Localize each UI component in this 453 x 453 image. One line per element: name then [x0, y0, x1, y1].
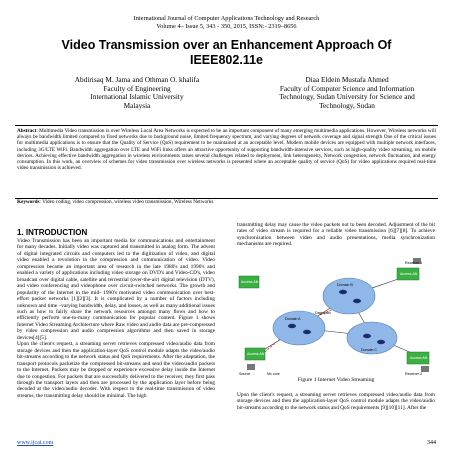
- author-1-affil-1: Faculty of Engineering: [103, 83, 171, 93]
- right-column-bottom: [237, 392, 435, 411]
- network-diagram: [237, 256, 435, 376]
- domain-b-label: Domain B: [337, 283, 353, 287]
- title-line-2: IEEE802.11e: [190, 53, 263, 67]
- section-heading: 1. INTRODUCTION: [17, 228, 88, 237]
- right-paragraph-bottom: Upon the client's request, a streaming server retrieves compressed video/audio data from storage devices and then the application-layer QoS control module adapts the video/audio bit-streams according to the network status and QoS requirements [9][10][11]. After the: [237, 392, 435, 411]
- keywords-label: Keywords: [17, 199, 40, 205]
- abstract-text: : Multimedia Video transmission is over Wireless Local Area Networks is expected to be an important component of many emerging multimedia applications. However, Wireless networks will always be bandwidth limited compared to fixed networks due to background noise, limited frequency spectrum, and varying degrees of network coverage and signal strength One of the critical issues for multimedia applications is to ensure that the Quality of Service (QoS) requirement to be maintained at an acceptable level. Modern mobile devices are equipped with multiple network interfaces, including 3G/LTE WiFi. Bandwidth aggregation over LTE and WiFi links offers an attractive opportunity of supporting bandwidth-intensive services, such as high-quality video streaming, on mobile devices. Achieving effective bandwidth aggregation in wireless environments raises several challenges related to deployment, link heterogeneity, Network congestion, network fluctuation, and energy consumption. In this work, an overview of schemes for video transmission over wireless networks is presented where an acceptable quality of service (QoS) for video applications required real-time video transmission is achieved.: [17, 128, 436, 172]
- access-4-label: Access AN: [241, 280, 259, 284]
- journal-name: International Journal of Computer Applications Technology and Research: [133, 15, 320, 22]
- receiver-2-icon: [421, 366, 429, 372]
- figure-caption: Figure 1 Internet Video Streaming: [297, 377, 375, 383]
- abstract: [17, 128, 436, 171]
- author-1-affil-2: International Islamic University: [90, 92, 184, 102]
- author-2-affil-2: Technology, Sudan University for Science and: [279, 92, 415, 102]
- domain-c-label: Domain C: [361, 348, 377, 352]
- access-1-label: Access AN: [247, 352, 265, 356]
- source-label: Source: [239, 372, 251, 376]
- access-3-label: Access AN: [410, 356, 428, 360]
- left-column: [17, 209, 215, 399]
- journal-volume: Volume 4– Issue 5, 343 - 350, 2015, ISSN:- 2319–8656: [156, 22, 297, 30]
- mc-core-label: Mc core: [267, 372, 280, 376]
- author-2: [262, 76, 432, 111]
- author-1-affil-3: Malaysia: [123, 101, 151, 111]
- title-line-1: Video Transmission over an Enhancement Approach Of: [61, 38, 392, 52]
- receiver-2-label: Receiver 2: [405, 372, 423, 376]
- intro-paragraph-2: Upon the client's request, a streaming server retrieves compressed video/audio data from storage devices and then the application-layer QoS control module adapts the video/audio bit-streams according to the network status and QoS requirements. After the adaptation, the transport protocols packetize the compressed bit-streams and send the video/audio packets to the Internet. Packets may be dropped or experience excessive delay inside the Internet due to congestion. For packets that are successfully delivered to the receiver, they first pass through the transport layers and then are processed by the application layer before being decoded at the video/audio decoder. With respect to the real-time transmission of video streams, the transmitting delay should be minimal. The high: [17, 341, 215, 399]
- data-path-label: Data path: [315, 311, 331, 315]
- author-2-affil-1: Faculty of Computer Science and Information: [279, 83, 415, 93]
- abstract-label: Abstract: [17, 128, 37, 134]
- author-1-name: Abdirisaq M. Jama and Othman O. khalifa: [74, 75, 200, 84]
- author-2-name: Diaa Eldein Mustafa Ahmed: [305, 75, 389, 84]
- figure-1-diagram: [237, 256, 435, 376]
- intro-paragraph: Video Transmission has been an important media for communications and entertainment for many decades. Initially video was captured and transmitted in analog form. The advent of digital integrated circuits and computers led to the digitization of video, and digital video enabled a revolution in the compression and communication of video. Video compression became an important area of research in the late 1980's and 1990's and enabled a variety of applications including video storage on DVD's and Video-CD's, video broadcast over digital cable, satellite and terrestrial (over-the-air) digital television (DTV), and video conferencing and videophone over circuit-switched networks. The growth and popularity of the Internet in the mid- 1990's motivated video communication over best-effort packet networks [1][2][3]. It is complicated by a number of factors including unknown and time –varying bandwidth, delay, and losses, as well as many additional issues such as how to fairly share the network resources amongst many flows and how to efficiently perform one-to-many communication for popular content. Figure 1 shows Internet Video Streaming Architecture where Raw video and audio data are pre-compressed by video compression and audio compression algorithms and then saved in storage devices[4][5].: [17, 238, 215, 341]
- domain-a-label: Domain A: [285, 317, 301, 321]
- keywords: [17, 199, 436, 205]
- access-2-label: Access AN: [400, 272, 418, 276]
- right-column-top: [237, 222, 435, 248]
- author-1: [52, 76, 222, 111]
- journal-header: [0, 15, 453, 30]
- source-icon: [247, 364, 255, 370]
- author-2-affil-3: Technology, Sudan: [319, 101, 375, 111]
- paper-title: [0, 38, 453, 68]
- receiver-1-label: Receiver 1: [405, 261, 423, 265]
- right-paragraph-top: transmitting delay may cause the video packets not to been decoded. Adjustment of the bit rates of video stream is required for a reliable video transmission [6][7][8]. To achieve synchronization between video and audio presentations, media synchronization mechanisms are required.: [237, 222, 435, 248]
- keywords-text: : Video coding, video compression, wireless video transmission, Wireless Networks: [39, 199, 214, 205]
- page-number: 344: [427, 440, 436, 446]
- journal-url-link[interactable]: www.ijcat.com: [17, 440, 54, 446]
